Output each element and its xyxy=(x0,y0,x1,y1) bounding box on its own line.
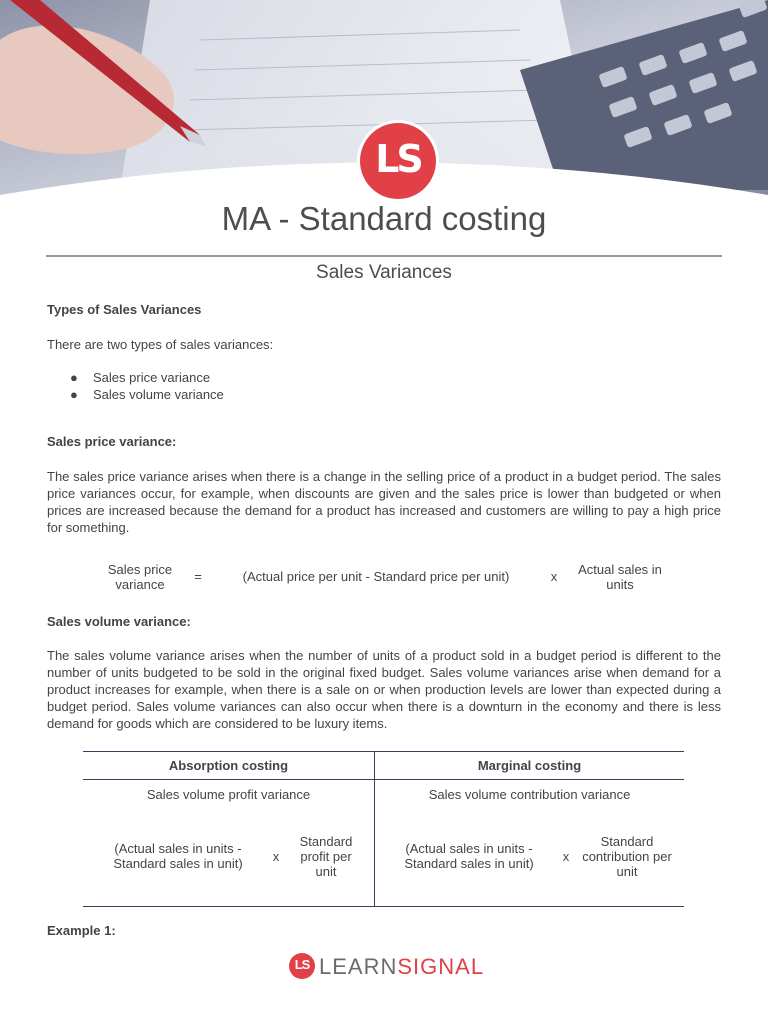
table-bottom-border xyxy=(83,906,684,907)
list-item xyxy=(70,387,224,402)
table-header-absorption: Absorption costing xyxy=(168,758,289,773)
table-top-border xyxy=(83,751,684,752)
formula-lhs: Sales price variance xyxy=(107,562,173,592)
table-cell-right-name: Sales volume contribution variance xyxy=(428,787,631,802)
example-heading: Example 1: xyxy=(47,923,116,938)
formula-multiply: x xyxy=(550,569,558,584)
brand-wordmark-part2: SIGNAL xyxy=(397,954,485,979)
table-cell-left-formula-a: (Actual sales in units - Standard sales in unit) xyxy=(113,841,243,871)
logo-text: LS xyxy=(375,137,421,181)
table-column-divider xyxy=(374,751,375,906)
list-item-label: Sales volume variance xyxy=(93,387,224,402)
table-cell-left-name: Sales volume profit variance xyxy=(146,787,311,802)
table-cell-right-multiply: x xyxy=(562,849,570,864)
bullet-icon: ● xyxy=(70,370,78,385)
table-header-marginal: Marginal costing xyxy=(477,758,582,773)
formula-rhs: Actual sales in units xyxy=(578,562,662,592)
price-variance-body: The sales price variance arises when there is a change in the selling price of a product in a budget period. The sales price variances occur, for example, when discounts are given and the sales price is lower than budgeted or when prices are increased because the demand for a product has increased and customers are willing to pay a high price for something. xyxy=(47,469,721,535)
volume-variance-heading: Sales volume variance: xyxy=(47,614,191,629)
table-cell-right-formula-a: (Actual sales in units - Standard sales in unit) xyxy=(404,841,534,871)
footer-icon-text: LS xyxy=(294,957,310,972)
page-title: MA - Standard costing xyxy=(221,200,547,237)
types-heading: Types of Sales Variances xyxy=(47,302,202,317)
title-divider xyxy=(46,255,722,257)
volume-variance-body: The sales volume variance arises when the number of units of a product sold in a budget period is different to the number of units budgeted to be sold in the original fixed budget. Sales volume variances arise when demand for a product increases for example, when there is a sale on or when production levels are lower than expected during a budget period. Sales volume variances can also occur when there is a downturn in the economy and there is less demand for goods which are considered to be luxury items. xyxy=(47,648,721,731)
types-intro: There are two types of sales variances: xyxy=(47,337,274,352)
learnsignal-icon xyxy=(289,953,315,979)
list-item xyxy=(70,370,210,385)
table-header-border xyxy=(83,779,684,780)
formula-equals: = xyxy=(194,569,202,584)
table-cell-left-formula-b: Standard profit per unit xyxy=(299,834,353,879)
table-cell-left-multiply: x xyxy=(272,849,280,864)
page-subtitle: Sales Variances xyxy=(316,262,452,283)
brand-wordmark xyxy=(319,954,484,980)
learnsignal-logo xyxy=(360,123,436,199)
price-variance-heading: Sales price variance: xyxy=(47,434,177,449)
brand-wordmark-part1: LEARN xyxy=(319,954,398,979)
formula-middle: (Actual price per unit - Standard price per unit) xyxy=(242,569,510,584)
bullet-icon: ● xyxy=(70,387,78,402)
table-cell-right-formula-b: Standard contribution per unit xyxy=(582,834,672,879)
list-item-label: Sales price variance xyxy=(93,370,211,385)
